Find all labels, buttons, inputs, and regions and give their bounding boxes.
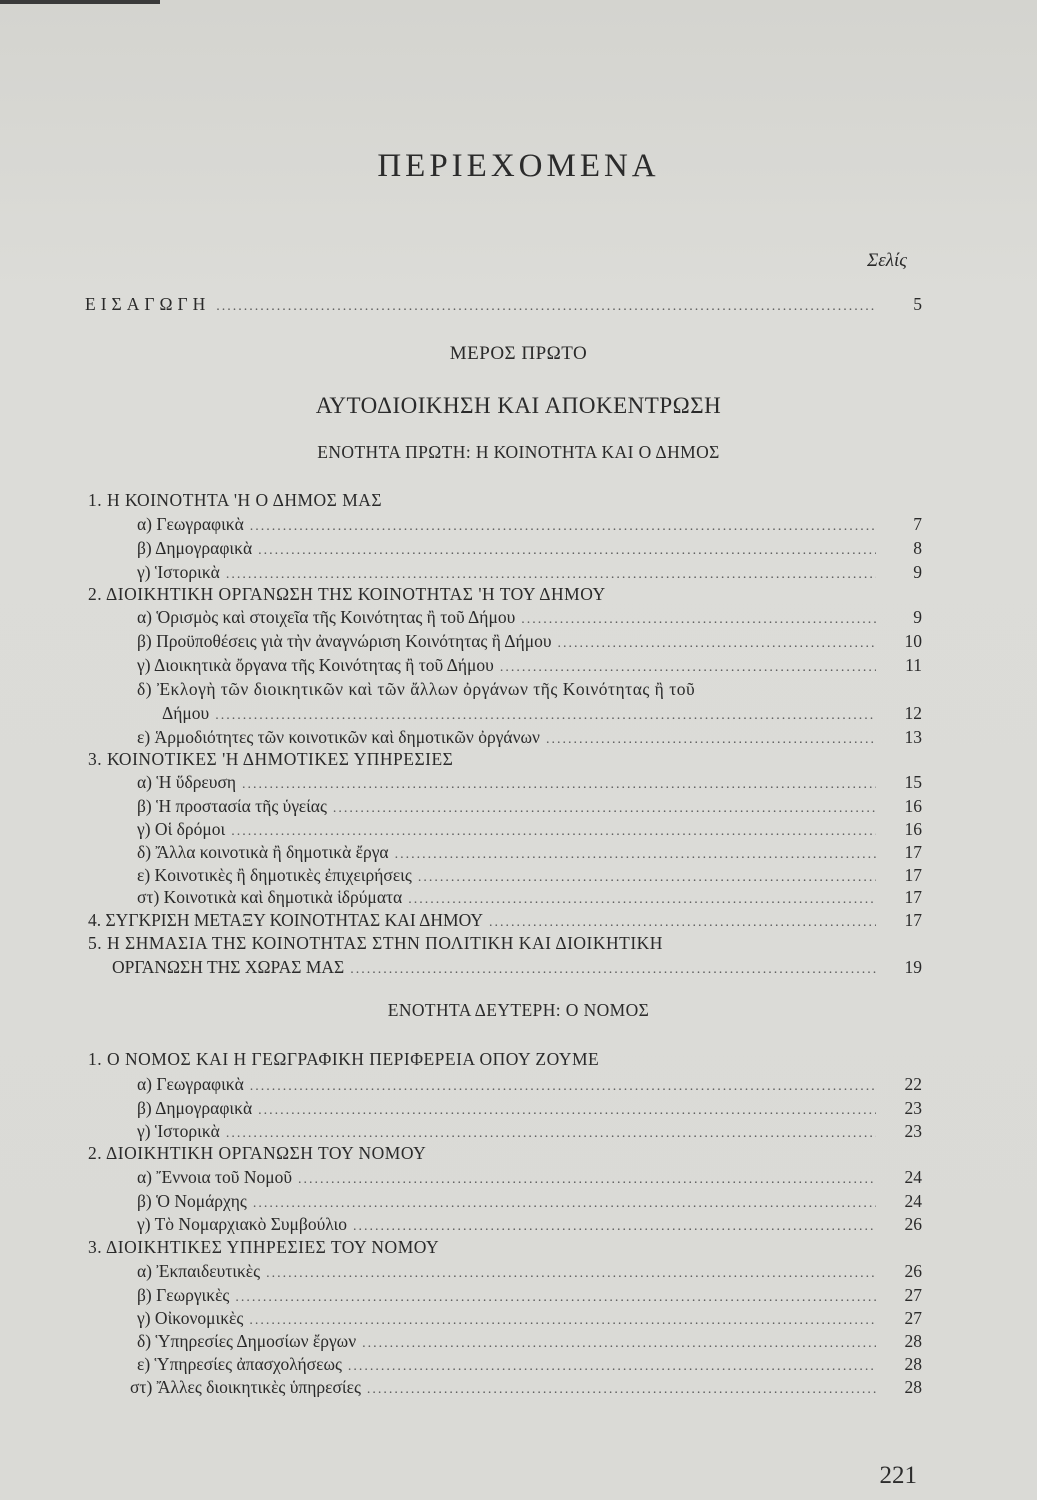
chapter-title: ΚΟΙΝΟΤΙΚΕΣ 'Η ΔΗΜΟΤΙΚΕΣ ΥΠΗΡΕΣΙΕΣ	[107, 749, 454, 769]
chapter-title-continued: ΟΡΓΑΝΩΣΗ ΤΗΣ ΧΩΡΑΣ ΜΑΣ	[112, 957, 345, 977]
toc-item-label-continued: Δήμου	[162, 703, 210, 723]
chapter-number: 1.	[88, 490, 103, 510]
chapter-heading	[88, 909, 922, 934]
leader-dots	[250, 1076, 876, 1098]
toc-page: 23	[904, 1098, 922, 1118]
leader-dots	[521, 609, 876, 631]
toc-page: 8	[913, 538, 922, 558]
toc-page: 24	[904, 1191, 922, 1211]
leader-dots	[350, 959, 876, 981]
toc-item-label: α) Ἔννοια τοῦ Νομοῦ	[137, 1167, 293, 1187]
leader-dots	[489, 912, 876, 934]
toc-page: 28	[904, 1377, 922, 1397]
leader-dots	[215, 705, 876, 727]
toc-item	[137, 1330, 922, 1355]
toc-item	[137, 606, 922, 631]
toc-page: 17	[904, 887, 922, 907]
toc-item	[137, 630, 922, 655]
toc-item-label: γ) Ἱστορικὰ	[137, 562, 220, 582]
leader-dots	[558, 633, 877, 655]
toc-item-label: δ) Ἄλλα κοινοτικὰ ἢ δημοτικὰ ἔργα	[137, 842, 389, 862]
toc-item	[137, 1166, 922, 1191]
chapter-number: 2.	[88, 1143, 103, 1163]
leader-dots	[367, 1379, 876, 1401]
toc-item-label: γ) Ἱστορικὰ	[137, 1121, 220, 1141]
chapter-heading	[88, 1236, 439, 1258]
toc-item-label: στ) Κοινοτικὰ καὶ δημοτικὰ ἱδρύματα	[137, 887, 403, 907]
leader-dots	[348, 1356, 876, 1378]
leader-dots	[546, 729, 876, 751]
toc-item-label: α) Ἡ ὕδρευση	[137, 772, 237, 792]
chapter-number: 1.	[88, 1049, 103, 1069]
toc-item	[137, 795, 922, 820]
toc-item	[137, 1307, 922, 1332]
toc-page: 17	[904, 910, 922, 930]
toc-page: 28	[904, 1331, 922, 1351]
toc-item-label: γ) Οἱ δρόμοι	[137, 819, 226, 839]
toc-page: 9	[913, 562, 922, 582]
toc-page: 17	[904, 842, 922, 862]
toc-page: 16	[904, 796, 922, 816]
toc-page: 27	[904, 1308, 922, 1328]
toc-page: 12	[904, 703, 922, 723]
toc-intro-label: ΕΙΣΑΓΩΓΗ	[85, 294, 211, 314]
scan-edge-line	[0, 0, 160, 4]
leader-dots	[231, 821, 876, 843]
toc-item	[137, 1260, 922, 1285]
leader-dots	[253, 1193, 876, 1215]
toc-page: 15	[904, 772, 922, 792]
chapter-title: ΔΙΟΙΚΗΤΙΚΗ ΟΡΓΑΝΩΣΗ ΤΟΥ ΝΟΜΟΥ	[106, 1143, 427, 1163]
chapter-title: ΣΥΓΚΡΙΣΗ ΜΕΤΑΞΥ ΚΟΙΝΟΤΗΤΑΣ ΚΑΙ ΔΗΜΟΥ	[105, 910, 483, 930]
part-title: ΑΥΤΟΔΙΟΙΚΗΣΗ ΚΑΙ ΑΠΟΚΕΝΤΡΩΣΗ	[315, 393, 722, 418]
toc-page: 16	[904, 819, 922, 839]
leader-dots	[333, 798, 876, 820]
toc-page: 26	[904, 1261, 922, 1281]
chapter-heading	[88, 489, 382, 511]
chapter-number: 2.	[88, 584, 103, 604]
toc-page: 22	[904, 1074, 922, 1094]
leader-dots	[249, 1310, 876, 1332]
chapter-title: Ο ΝΟΜΟΣ ΚΑΙ Η ΓΕΩΓΡΑΦΙΚΗ ΠΕΡΙΦΕΡΕΙΑ ΟΠΟΥ ΖΟΥΜΕ	[107, 1049, 600, 1069]
toc-item-label: γ) Διοικητικὰ ὄργανα τῆς Κοινότητας ἢ τοῦ Δήμου	[137, 655, 494, 675]
toc-item	[137, 886, 922, 911]
part-label: ΜΕΡΟΣ ΠΡΩΤΟ	[449, 343, 588, 364]
toc-page: 19	[904, 957, 922, 977]
toc-page: 9	[913, 607, 922, 627]
leader-dots	[242, 774, 876, 796]
toc-item-label: γ) Τὸ Νομαρχιακὸ Συμβούλιο	[137, 1214, 347, 1234]
toc-page: 10	[904, 631, 922, 651]
leader-dots	[353, 1216, 876, 1238]
page-column-label: Σελίς	[867, 250, 907, 271]
leader-dots	[258, 540, 876, 562]
toc-page: 7	[913, 514, 922, 534]
chapter-heading	[88, 748, 453, 770]
toc-item	[112, 956, 922, 981]
leader-dots	[266, 1263, 876, 1285]
leader-dots	[408, 889, 876, 911]
toc-item	[137, 1213, 922, 1238]
page-title: ΠΕΡΙΕΧΟΜΕΝΑ	[377, 148, 660, 184]
toc-item-label: ε) Κοινοτικὲς ἢ δημοτικὲς ἐπιχειρήσεις	[137, 865, 412, 885]
toc-item	[137, 513, 922, 538]
chapter-title: Η ΣΗΜΑΣΙΑ ΤΗΣ ΚΟΙΝΟΤΗΤΑΣ ΣΤΗΝ ΠΟΛΙΤΙΚΗ ΚΑΙ ΔΙΟΙΚΗΤΙΚΗ	[107, 933, 663, 953]
toc-item-label: στ) Ἄλλες διοικητικὲς ὑπηρεσίες	[130, 1377, 361, 1397]
toc-item	[137, 1073, 922, 1098]
toc-item-label: γ) Οἰκονομικὲς	[137, 1308, 244, 1328]
toc-item	[137, 1097, 922, 1122]
chapter-number: 3.	[88, 749, 103, 769]
toc-item	[137, 1190, 922, 1215]
unit2-title: ΕΝΟΤΗΤΑ ΔΕΥΤΕΡΗ: Ο ΝΟΜΟΣ	[387, 1000, 650, 1020]
toc-item-label: ε) Ἁρμοδιότητες τῶν κοινοτικῶν καὶ δημοτικῶν ὀργάνων	[137, 727, 540, 747]
toc-item-label: α) Ἐκπαιδευτικὲς	[137, 1261, 261, 1281]
toc-item-label: α) Γεωγραφικὰ	[137, 514, 244, 534]
page-number: 221	[879, 1462, 917, 1489]
toc-page: 13	[904, 727, 922, 747]
chapter-number: 3.	[88, 1237, 103, 1257]
toc-item-label: δ) Ὑπηρεσίες Δημοσίων ἔργων	[137, 1331, 357, 1351]
leader-dots	[258, 1100, 876, 1122]
toc-item	[137, 841, 922, 866]
chapter-heading	[88, 583, 606, 605]
toc-item	[137, 1284, 922, 1309]
toc-page: 11	[905, 655, 922, 675]
leader-dots	[500, 657, 876, 679]
toc-item	[130, 1376, 922, 1401]
leader-dots	[362, 1333, 876, 1355]
toc-page: 27	[904, 1285, 922, 1305]
leader-dots	[395, 844, 876, 866]
toc-item	[162, 702, 922, 727]
chapter-heading	[88, 1048, 599, 1070]
chapter-title: ΔΙΟΙΚΗΤΙΚΗ ΟΡΓΑΝΩΣΗ ΤΗΣ ΚΟΙΝΟΤΗΤΑΣ 'Η ΤΟΥ ΔΗΜΟΥ	[106, 584, 606, 604]
leader-dots	[235, 1287, 876, 1309]
toc-item	[137, 771, 922, 796]
toc-item-label: β) Δημογραφικὰ	[137, 1098, 253, 1118]
toc-item	[137, 1353, 922, 1378]
toc-intro	[85, 293, 922, 318]
toc-page: 26	[904, 1214, 922, 1234]
toc-page: 24	[904, 1167, 922, 1187]
chapter-number: 4.	[88, 910, 102, 930]
toc-item-label: β) Γεωργικὲς	[137, 1285, 230, 1305]
leader-dots	[250, 516, 876, 538]
chapter-title: Η ΚΟΙΝΟΤΗΤΑ 'Η Ο ΔΗΜΟΣ ΜΑΣ	[107, 490, 383, 510]
leader-dots	[216, 296, 876, 318]
chapter-heading	[88, 932, 663, 954]
toc-item-label: δ) Ἐκλογὴ τῶν διοικητικῶν καὶ τῶν ἄλλων ὀργάνων τῆς Κοινότητας ἢ τοῦ	[137, 679, 696, 699]
toc-page: 17	[904, 865, 922, 885]
unit1-title: ΕΝΟΤΗΤΑ ΠΡΩΤΗ: Η ΚΟΙΝΟΤΗΤΑ ΚΑΙ Ο ΔΗΜΟΣ	[317, 442, 720, 462]
toc-page: 23	[904, 1121, 922, 1141]
toc-item-label: ε) Ὑπηρεσίες ἀπασχολήσεως	[137, 1354, 342, 1374]
chapter-number: 5.	[88, 933, 103, 953]
chapter-title: ΔΙΟΙΚΗΤΙΚΕΣ ΥΠΗΡΕΣΙΕΣ ΤΟΥ ΝΟΜΟΥ	[106, 1237, 440, 1257]
leader-dots	[298, 1169, 876, 1191]
toc-page: 28	[904, 1354, 922, 1374]
toc-page: 5	[913, 294, 922, 314]
toc-item-label: β) Δημογραφικὰ	[137, 538, 253, 558]
toc-item-label: α) Ὁρισμὸς καὶ στοιχεῖα τῆς Κοινότητας ἢ τοῦ Δήμου	[137, 607, 516, 627]
chapter-heading	[88, 1142, 426, 1164]
toc-item-label: α) Γεωγραφικὰ	[137, 1074, 244, 1094]
toc-item-label: β) Προϋποθέσεις γιὰ τὴν ἀναγνώριση Κοινότητας ἢ Δήμου	[137, 631, 552, 651]
toc-item-label: β) Ἡ προστασία τῆς ὑγείας	[137, 796, 327, 816]
toc-item-label: β) Ὁ Νομάρχης	[137, 1191, 247, 1211]
toc-item	[137, 818, 922, 843]
toc-item	[137, 537, 922, 562]
toc-item	[137, 654, 922, 679]
